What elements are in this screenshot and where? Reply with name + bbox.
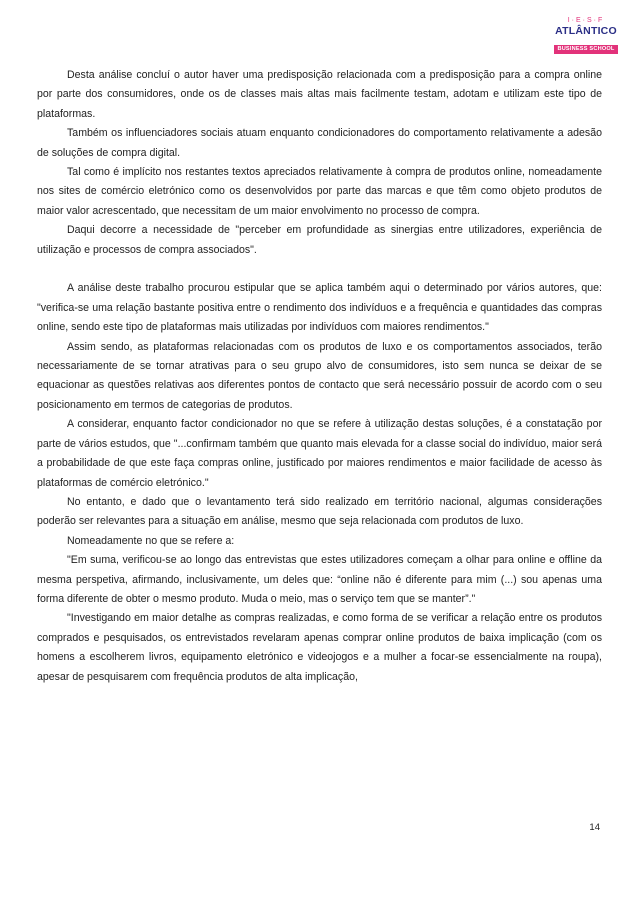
quote-paragraph: "Em suma, verificou-se ao longo das entrevistas que estes utilizadores começam a olhar para online e offline da mesma perspetiva, afirmando, inclusivamente, um deles que: “online não é diferente para mim (...) sou apenas uma forma diferente de obter o mesmo produto. Muda o meio, mas o serviço tem que se manter”." [37, 554, 602, 605]
logo-subtitle: BUSINESS SCHOOL [554, 45, 617, 54]
logo-tag: I·E·S·F [567, 17, 605, 24]
paragraph: Tal como é implícito nos restantes textos apreciados relativamente à compra de produtos online, nomeadamente nos sites de comércio eletrónico como os desenvolvidos por parte das marcas e que têm como objeto produtos de maior valor acrescentado, que necessitam de um maior envolvimento no processo de compra. [37, 166, 602, 217]
paragraph: A análise deste trabalho procurou estipular que se aplica também aqui o determinado por vários autores, que: "verifica-se uma relação bastante positiva entre o rendimento dos indivíduos e a frequência e quantidades das compras online, sendo este tipo de plataformas mais utilizadas por indivíduos com maiores rendimentos." [37, 282, 602, 334]
school-logo [548, 16, 624, 55]
paragraph: Também os influenciadores sociais atuam enquanto condicionadores do comportamento relativamente a adesão de soluções de compra digital. [37, 127, 602, 159]
paragraph: Assim sendo, as plataformas relacionadas com os produtos de luxo e os comportamentos associados, terão necessariamente de se tornar atrativas para o seu grupo alvo de consumidores, isto sem nunca se deixar de se equacionar as questões relativas aos diferentes pontos de contacto que será necessário possuir de acordo com o seu posicionamento em termos de categorias de produtos. [37, 340, 602, 411]
paragraph: No entanto, e dado que o levantamento terá sido realizado em território nacional, algumas considerações poderão ser relevantes para a situação em análise, mesmo que seja relacionada com produtos de luxo. [37, 495, 602, 528]
logo-name: ATLÂNTICO [555, 25, 617, 37]
quote-paragraph: "Investigando em maior detalhe as compras realizadas, e como forma de se verificar a relação entre os produtos comprados e pesquisados, os entrevistados revelaram apenas comprar online produtos de baixa implicação (com os homens a escolherem livros, equipamento eletrónico e videojogos e a mulher a focar-se essencialmente na roupa), apesar de pesquisarem com frequência produtos de alta implicação, [37, 612, 602, 683]
paragraph: A considerar, enquanto factor condicionador no que se refere à utilização destas soluções, é a constatação por parte de vários estudos, que "...confirmam também que quanto mais elevada for a classe social do indivíduo, maior será a probabilidade de que este faça compras online, justificado por maiores rendimentos e maior facilidade de acesso às plataformas de comércio eletrónico." [37, 418, 602, 489]
paragraph-gap [37, 260, 602, 279]
page-number: 14 [589, 822, 600, 833]
paragraph: Nomeadamente no que se refere a: [67, 534, 235, 547]
paragraph: Desta análise concluí o autor haver uma predisposição relacionada com a predisposição para a compra online por parte dos consumidores, onde os de classes mais altas mais facilmente testam, adotam e utilizam este tipo de plataformas. [37, 69, 602, 120]
document-body [37, 66, 602, 687]
paragraph: Daqui decorre a necessidade de "perceber em profundidade as sinergias entre utilizadores, experiência de utilização e processos de compra associados". [37, 224, 602, 256]
